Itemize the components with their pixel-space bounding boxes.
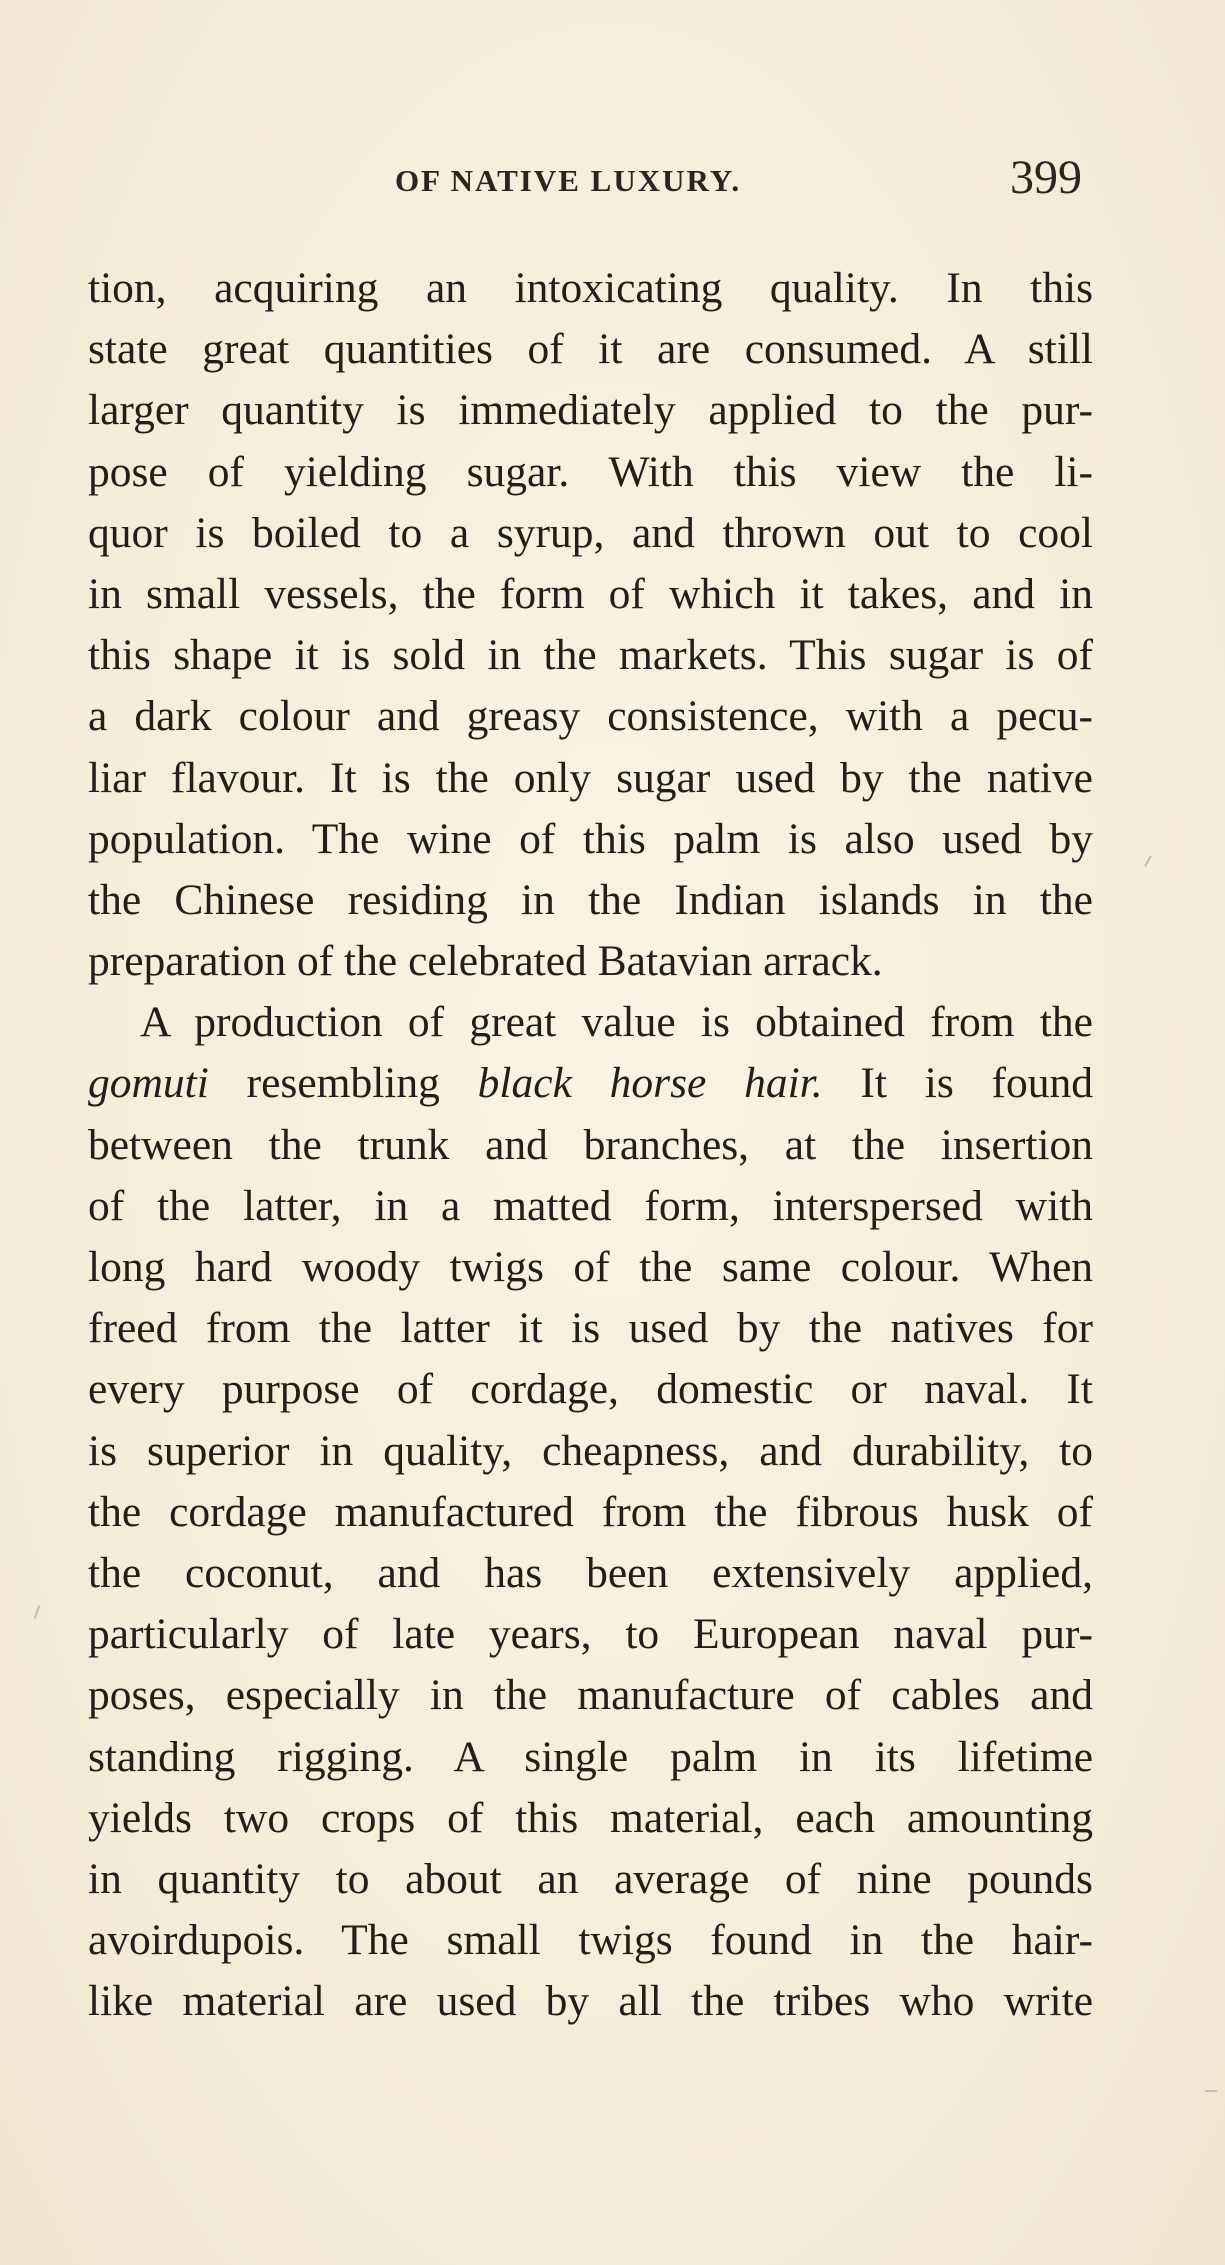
paragraph-end-line: preparation of the celebrated Batavian arrack. xyxy=(88,937,883,986)
paper-speck xyxy=(1205,2090,1217,2092)
text-line: yields two crops of this material, each amounting xyxy=(88,1793,1093,1842)
page-number: 399 xyxy=(1010,151,1082,204)
italic-term: black horse hair. xyxy=(477,1059,823,1108)
text-line: is superior in quality, cheapness, and durability, to xyxy=(88,1426,1093,1475)
text-line-with-italics xyxy=(88,1053,1093,1114)
text-line: the coconut, and has been extensively applied, xyxy=(88,1548,1093,1597)
text-line: freed from the latter it is used by the natives for xyxy=(88,1304,1093,1353)
text-line: poses, especially in the manufacture of cables and xyxy=(88,1671,1093,1720)
text-line: in quantity to about an average of nine pounds xyxy=(88,1854,1093,1903)
text-line: between the trunk and branches, at the insertion xyxy=(88,1120,1093,1169)
italic-term: gomuti xyxy=(88,1059,209,1108)
text-fragment: It is found xyxy=(822,1059,1094,1108)
text-line: like material are used by all the tribes who write xyxy=(88,1977,1093,2026)
text-line: larger quantity is immediately applied to the pur- xyxy=(88,386,1093,435)
text-line: liar flavour. It is the only sugar used by the native xyxy=(88,753,1093,802)
text-line: avoirdupois. The small twigs found in the hair- xyxy=(88,1916,1093,1965)
text-line: in small vessels, the form of which it takes, and in xyxy=(88,569,1093,618)
text-line: long hard woody twigs of the same colour. When xyxy=(88,1243,1093,1291)
text-line: a dark colour and greasy consistence, with a pecu- xyxy=(88,692,1093,741)
running-head: OF NATIVE LUXURY. xyxy=(395,163,742,198)
text-line: this shape it is sold in the markets. This sugar is of xyxy=(88,631,1093,680)
paragraph-start-line: A production of great value is obtained from the xyxy=(140,998,1093,1047)
text-line: the cordage manufactured from the fibrous husk of xyxy=(88,1487,1093,1536)
text-line: every purpose of cordage, domestic or naval. It xyxy=(88,1365,1093,1414)
text-line: quor is boiled to a syrup, and thrown out to cool xyxy=(88,508,1093,557)
text-line: pose of yielding sugar. With this view the li- xyxy=(88,447,1093,496)
text-line: of the latter, in a matted form, interspersed with xyxy=(88,1181,1093,1230)
text-line: standing rigging. A single palm in its lifetime xyxy=(88,1732,1093,1781)
text-line: population. The wine of this palm is also used by xyxy=(88,814,1093,863)
paper-speck xyxy=(34,1605,41,1619)
paper-speck xyxy=(1144,855,1152,866)
body-text xyxy=(88,258,1093,2032)
text-line: tion, acquiring an intoxicating quality. In this xyxy=(88,264,1093,312)
text-line: state great quantities of it are consumed. A still xyxy=(88,325,1093,374)
text-line: particularly of late years, to European naval pur- xyxy=(88,1610,1093,1659)
text-line: the Chinese residing in the Indian islands in the xyxy=(88,875,1093,924)
text-fragment: resembling xyxy=(208,1059,478,1108)
